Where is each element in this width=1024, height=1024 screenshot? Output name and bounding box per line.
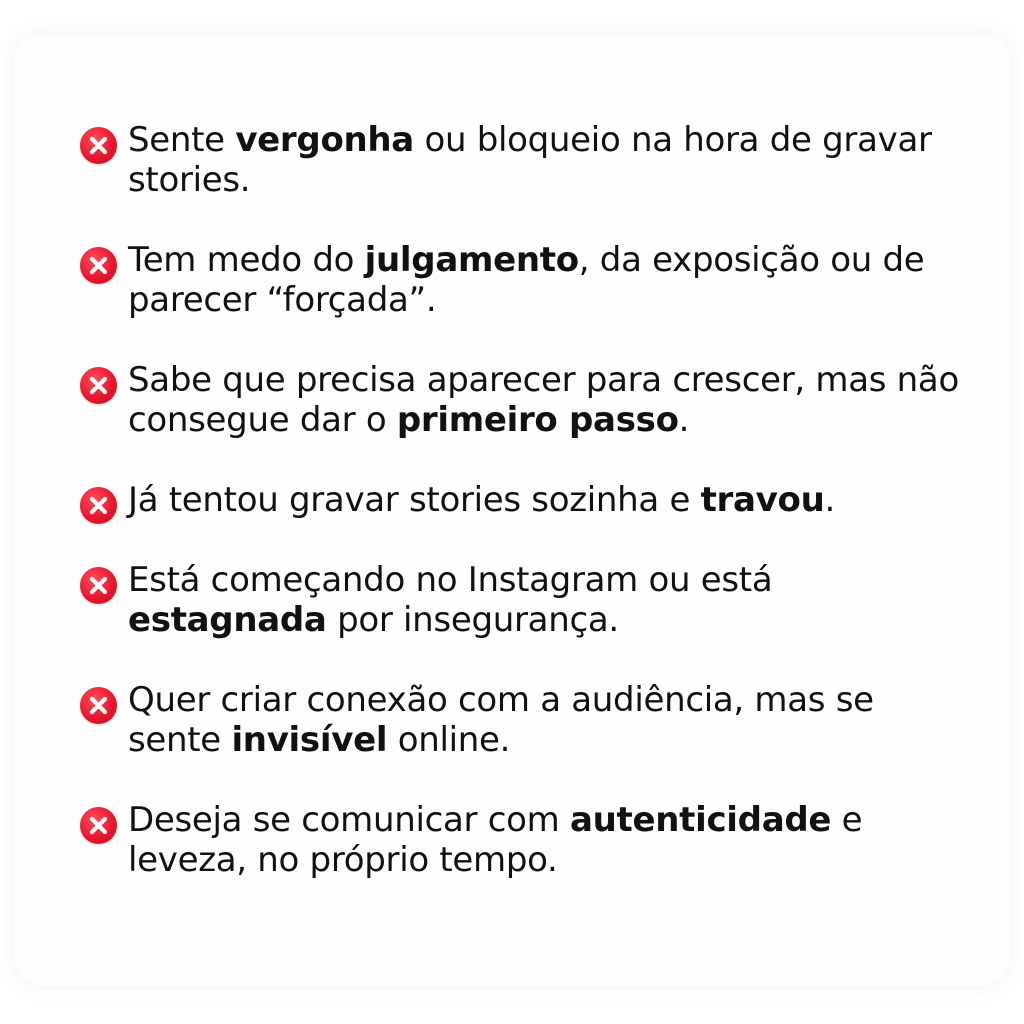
list-item-text: Tem medo do julgamento, da exposição ou de parecer “forçada”. bbox=[128, 240, 925, 320]
list-item-text: Está começando no Instagram ou está estagnada por insegurança. bbox=[128, 560, 773, 640]
cross-mark-icon bbox=[80, 487, 117, 524]
cross-mark-icon bbox=[80, 247, 117, 284]
list-item-text: Deseja se comunicar com autenticidade e leveza, no próprio tempo. bbox=[128, 800, 863, 880]
cross-mark-icon bbox=[80, 367, 117, 404]
list-item-text: Já tentou gravar stories sozinha e travou. bbox=[128, 480, 835, 520]
cross-mark-icon bbox=[80, 687, 117, 724]
list-item-text: Sente vergonha ou bloqueio na hora de gravar stories. bbox=[128, 120, 932, 200]
cross-mark-icon bbox=[80, 567, 117, 604]
list-item-text: Sabe que precisa aparecer para crescer, mas não consegue dar o primeiro passo. bbox=[128, 360, 959, 440]
cross-mark-icon bbox=[80, 127, 117, 164]
cross-mark-icon bbox=[80, 807, 117, 844]
list-item-text: Quer criar conexão com a audiência, mas se sente invisível online. bbox=[128, 680, 874, 760]
